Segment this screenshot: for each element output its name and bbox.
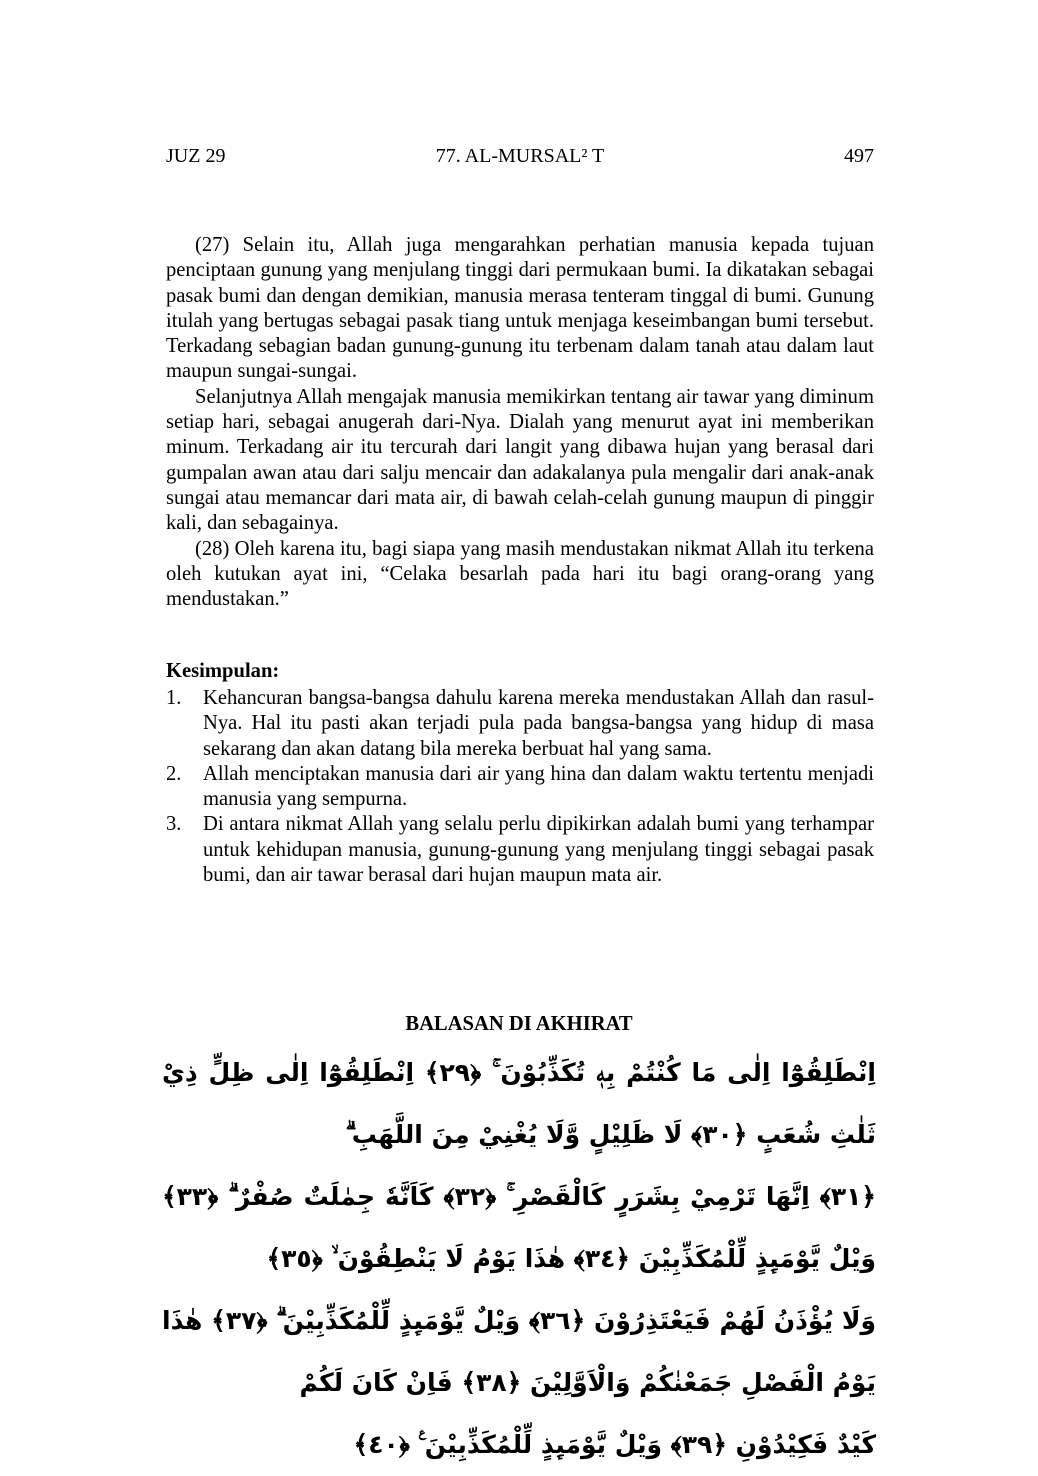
arabic-line: اِنْطَلِقُوْٓا اِلٰى مَا كُنْتُمْ بِهٖ تُكَذِّبُوْنَ ۚ ﴿٢٩﴾ اِنْطَلِقُوْٓا اِلٰى ظِلٍّ ذِيْ ثَلٰثِ شُعَبٍ ﴿٣٠﴾ لَا ظَلِيْلٍ وَّلَا يُغْنِيْ مِنَ اللَّهَبِ ۗ xyxy=(162,1058,876,1149)
page-number: 497 xyxy=(844,145,874,167)
conclusion-heading: Kesimpulan: xyxy=(166,660,280,682)
surah-title: 77. AL-MURSAL² T xyxy=(435,145,605,167)
arabic-line: ﴿٣١﴾ اِنَّهَا تَرْمِيْ بِشَرَرٍ كَالْقَصْرِ ۚ ﴿٣٢﴾ كَاَنَّهٗ جِمٰلَتٌ صُفْرٌ ۗ ﴿٣٣﴾ وَيْلٌ يَّوْمَىِٕذٍ لِّلْمُكَذِّبِيْنَ ﴿٣٤﴾ هٰذَا يَوْمُ لَا يَنْطِقُوْنَ ۙ ﴿٣٥﴾ xyxy=(162,1182,876,1273)
paragraph: (28) Oleh karena itu, bagi siapa yang masih mendustakan nikmat Allah itu terkena oleh kutukan ayat ini, “Celaka besarlah pada hari itu bagi orang-orang yang mendustakan.” xyxy=(166,537,874,611)
arabic-line: وَلَا يُؤْذَنُ لَهُمْ فَيَعْتَذِرُوْنَ ﴿٣٦﴾ وَيْلٌ يَّوْمَىِٕذٍ لِّلْمُكَذِّبِيْنَ ۗ ﴿٣٧﴾ هٰذَا يَوْمُ الْفَصْلِ جَمَعْنٰكُمْ وَالْاَوَّلِيْنَ ﴿٣٨﴾ فَاِنْ كَانَ لَكُمْ xyxy=(162,1306,876,1397)
list-item xyxy=(166,812,874,888)
list-text: Di antara nikmat Allah yang selalu perlu dipikirkan adalah bumi yang terhampar untuk kehidupan manusia, gunung-gunung yang menjulang tinggi sebagai pasak bumi, dan air tawar berasal dari hujan maupun mata air. xyxy=(203,813,874,887)
list-text: Allah menciptakan manusia dari air yang hina dan dalam waktu tertentu menjadi manusia yang sempurna. xyxy=(203,762,874,811)
list-item xyxy=(166,762,874,813)
juz-label: JUZ 29 xyxy=(166,145,226,167)
arabic-line: كَيْدٌ فَكِيْدُوْنِ ﴿٣٩﴾ وَيْلٌ يَّوْمَىِٕذٍ لِّلْمُكَذِّبِيْنَ ࣖ ﴿٤٠﴾ xyxy=(353,1430,876,1459)
section-title: BALASAN DI AKHIRAT xyxy=(405,1013,633,1035)
list-number: 2. xyxy=(166,762,182,785)
list-number: 3. xyxy=(166,813,182,836)
conclusion-list xyxy=(166,686,874,888)
list-number: 1. xyxy=(166,687,182,709)
list-item xyxy=(166,686,874,762)
commentary-text xyxy=(166,233,874,612)
page-header xyxy=(166,145,874,175)
paragraph: (27) Selain itu, Allah juga mengarahkan perhatian manusia kepada tujuan penciptaan gunung yang menjulang tinggi dari permukaan bumi. Ia dikatakan sebagai pasak bumi dan dengan demikian, manusia merasa tenteram tinggal di bumi. Gunung itulah yang bertugas sebagai pasak tiang untuk menjaga keseimbangan bumi tersebut. Terkadang sebagian badan gunung-gunung itu terbenam dalam tanah atau dalam laut maupun sungai-sungai. xyxy=(166,234,874,383)
paragraph: Selanjutnya Allah mengajak manusia memikirkan tentang air tawar yang diminum setiap hari, sebagai anugerah dari-Nya. Dialah yang menurut ayat ini memberikan minum. Terkadang air itu tercurah dari langit yang dibawa hujan yang berasal dari gumpalan awan atau dari salju mencair dan adakalanya pula mengalir dari anak-anak sungai atau memancar dari mata air, di bawah celah-celah gunung maupun di pinggir kali, dan sebagainya. xyxy=(166,385,874,535)
list-text: Kehancuran bangsa-bangsa dahulu karena mereka mendustakan Allah dan rasul-Nya. Hal itu pasti akan terjadi pula pada bangsa-bangsa yang hidup di masa sekarang dan akan datang bila mereka berbuat hal yang sama. xyxy=(203,687,874,760)
arabic-verses xyxy=(162,1042,876,1476)
